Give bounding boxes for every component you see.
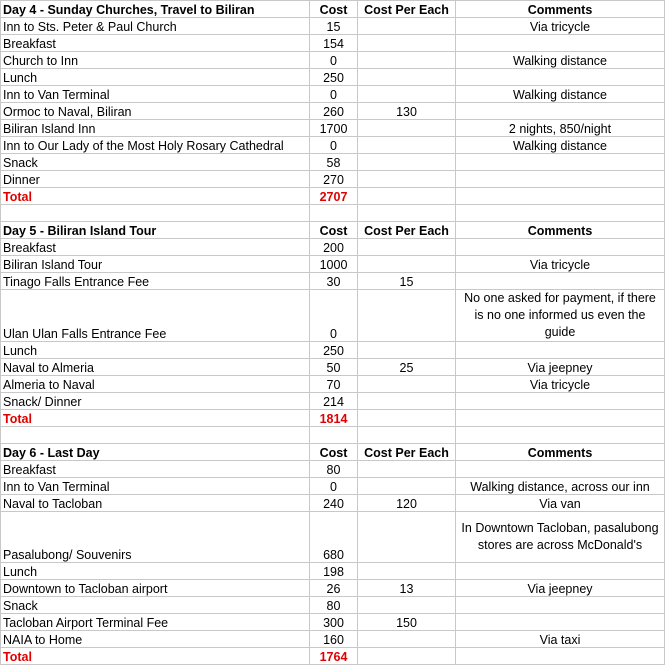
empty-cell[interactable] <box>310 427 358 444</box>
table-row <box>1 563 665 580</box>
comment-cell[interactable] <box>456 69 665 86</box>
comment-cell[interactable] <box>456 154 665 171</box>
cost-per-each-cell[interactable] <box>358 563 456 580</box>
cost-per-each-cell[interactable] <box>358 120 456 137</box>
cost-cell[interactable]: 250 <box>310 342 358 359</box>
comment-cell[interactable]: Via van <box>456 495 665 512</box>
cost-cell[interactable]: 270 <box>310 171 358 188</box>
table-row <box>1 239 665 256</box>
cost-cell[interactable]: 0 <box>310 52 358 69</box>
cost-per-each-cell[interactable] <box>358 461 456 478</box>
table-row <box>1 495 665 512</box>
comment-cell[interactable] <box>456 614 665 631</box>
cost-per-each-cell[interactable] <box>358 137 456 154</box>
empty-cell[interactable] <box>456 205 665 222</box>
table-row <box>1 171 665 188</box>
empty-cell[interactable] <box>358 410 456 427</box>
item-cell[interactable]: Snack/ Dinner <box>1 393 310 410</box>
item-cell[interactable]: Snack <box>1 154 310 171</box>
item-cell[interactable]: Lunch <box>1 69 310 86</box>
table-row <box>1 290 665 342</box>
cost-per-each-cell[interactable]: 120 <box>358 495 456 512</box>
table-row <box>1 103 665 120</box>
comment-cell[interactable] <box>456 563 665 580</box>
table-row <box>1 256 665 273</box>
table-row <box>1 154 665 171</box>
item-cell[interactable]: Downtown to Tacloban airport <box>1 580 310 597</box>
total-cost[interactable]: 1764 <box>310 648 358 665</box>
item-cell[interactable]: Church to Inn <box>1 52 310 69</box>
total-label[interactable]: Total <box>1 188 310 205</box>
comment-cell[interactable]: Walking distance, across our inn <box>456 478 665 495</box>
total-row <box>1 648 665 665</box>
table-row <box>1 461 665 478</box>
item-cell[interactable]: Breakfast <box>1 239 310 256</box>
cost-per-each-cell[interactable] <box>358 631 456 648</box>
table-row <box>1 580 665 597</box>
item-cell[interactable]: Inn to Van Terminal <box>1 478 310 495</box>
empty-cell[interactable] <box>358 205 456 222</box>
blank-row <box>1 427 665 444</box>
item-cell[interactable]: Breakfast <box>1 35 310 52</box>
cost-cell[interactable]: 154 <box>310 35 358 52</box>
cost-per-each-cell[interactable] <box>358 35 456 52</box>
cost-cell[interactable]: 160 <box>310 631 358 648</box>
table-row <box>1 631 665 648</box>
section-title[interactable]: Day 4 - Sunday Churches, Travel to Biliran <box>1 1 310 18</box>
table-row <box>1 35 665 52</box>
item-cell[interactable]: Tinago Falls Entrance Fee <box>1 273 310 290</box>
comment-cell[interactable]: Via jeepney <box>456 580 665 597</box>
item-cell[interactable]: Pasalubong/ Souvenirs <box>1 512 310 563</box>
table-row <box>1 597 665 614</box>
cost-per-each-cell[interactable] <box>358 478 456 495</box>
section-title[interactable]: Day 6 - Last Day <box>1 444 310 461</box>
comment-cell[interactable] <box>456 103 665 120</box>
section-header-row <box>1 444 665 461</box>
table-row <box>1 86 665 103</box>
table-row <box>1 120 665 137</box>
comment-cell[interactable]: No one asked for payment, if there is no one informed us even the guide <box>456 290 665 342</box>
item-cell[interactable]: Ulan Ulan Falls Entrance Fee <box>1 290 310 342</box>
cost-header[interactable]: Cost <box>310 444 358 461</box>
cost-per-each-cell[interactable] <box>358 597 456 614</box>
item-cell[interactable]: Almeria to Naval <box>1 376 310 393</box>
cost-per-each-cell[interactable]: 13 <box>358 580 456 597</box>
empty-cell[interactable] <box>358 188 456 205</box>
section-header-row <box>1 1 665 18</box>
cost-cell[interactable]: 26 <box>310 580 358 597</box>
cost-cell[interactable]: 58 <box>310 154 358 171</box>
comment-cell[interactable]: Walking distance <box>456 137 665 154</box>
comment-cell[interactable] <box>456 239 665 256</box>
cost-cell[interactable]: 30 <box>310 273 358 290</box>
item-cell[interactable]: Breakfast <box>1 461 310 478</box>
spreadsheet-body <box>1 1 665 665</box>
comments-header[interactable]: Comments <box>456 1 665 18</box>
cost-cell[interactable]: 1000 <box>310 256 358 273</box>
cost-cell[interactable]: 15 <box>310 18 358 35</box>
cost-cell[interactable]: 1700 <box>310 120 358 137</box>
empty-cell[interactable] <box>456 410 665 427</box>
table-row <box>1 137 665 154</box>
item-cell[interactable]: Snack <box>1 597 310 614</box>
cost-cell[interactable]: 200 <box>310 239 358 256</box>
comment-cell[interactable]: Via taxi <box>456 631 665 648</box>
cost-per-each-cell[interactable] <box>358 393 456 410</box>
cost-per-each-cell[interactable]: 15 <box>358 273 456 290</box>
table-row <box>1 478 665 495</box>
cost-cell[interactable]: 250 <box>310 69 358 86</box>
comment-cell[interactable]: Walking distance <box>456 52 665 69</box>
empty-cell[interactable] <box>310 205 358 222</box>
total-row <box>1 188 665 205</box>
cost-per-each-header[interactable]: Cost Per Each <box>358 444 456 461</box>
total-cost[interactable]: 1814 <box>310 410 358 427</box>
item-cell[interactable]: Lunch <box>1 563 310 580</box>
item-cell[interactable]: Biliran Island Inn <box>1 120 310 137</box>
cost-per-each-cell[interactable] <box>358 512 456 563</box>
cost-header[interactable]: Cost <box>310 222 358 239</box>
comment-cell[interactable]: Via tricycle <box>456 376 665 393</box>
empty-cell[interactable] <box>1 205 310 222</box>
table-row <box>1 69 665 86</box>
cost-cell[interactable]: 198 <box>310 563 358 580</box>
comment-cell[interactable]: Via jeepney <box>456 359 665 376</box>
cost-per-each-cell[interactable] <box>358 69 456 86</box>
total-row <box>1 410 665 427</box>
cost-per-each-cell[interactable]: 150 <box>358 614 456 631</box>
item-cell[interactable]: Inn to Van Terminal <box>1 86 310 103</box>
item-cell[interactable]: Inn to Our Lady of the Most Holy Rosary Cathedral <box>1 137 310 154</box>
comment-cell[interactable] <box>456 171 665 188</box>
empty-cell[interactable] <box>456 648 665 665</box>
table-row <box>1 52 665 69</box>
cost-header[interactable]: Cost <box>310 1 358 18</box>
cost-per-each-cell[interactable] <box>358 290 456 342</box>
cost-cell[interactable]: 0 <box>310 478 358 495</box>
comment-cell[interactable] <box>456 597 665 614</box>
cost-cell[interactable]: 300 <box>310 614 358 631</box>
table-row <box>1 18 665 35</box>
comment-cell[interactable] <box>456 35 665 52</box>
comment-cell[interactable]: Via tricycle <box>456 256 665 273</box>
table-row <box>1 342 665 359</box>
cost-cell[interactable]: 0 <box>310 137 358 154</box>
cost-per-each-cell[interactable] <box>358 239 456 256</box>
comments-header[interactable]: Comments <box>456 222 665 239</box>
table-row <box>1 614 665 631</box>
total-label[interactable]: Total <box>1 410 310 427</box>
item-cell[interactable]: Biliran Island Tour <box>1 256 310 273</box>
empty-cell[interactable] <box>358 427 456 444</box>
cost-per-each-cell[interactable]: 25 <box>358 359 456 376</box>
comment-cell[interactable] <box>456 273 665 290</box>
cost-per-each-header[interactable]: Cost Per Each <box>358 1 456 18</box>
cost-cell[interactable]: 240 <box>310 495 358 512</box>
comments-header[interactable]: Comments <box>456 444 665 461</box>
comment-cell[interactable]: Walking distance <box>456 86 665 103</box>
comment-cell[interactable]: Via tricycle <box>456 18 665 35</box>
cost-cell[interactable]: 680 <box>310 512 358 563</box>
table-row <box>1 393 665 410</box>
cost-cell[interactable]: 260 <box>310 103 358 120</box>
section-title[interactable]: Day 5 - Biliran Island Tour <box>1 222 310 239</box>
cost-cell[interactable]: 50 <box>310 359 358 376</box>
item-cell[interactable]: Dinner <box>1 171 310 188</box>
cost-cell[interactable]: 80 <box>310 597 358 614</box>
empty-cell[interactable] <box>456 427 665 444</box>
comment-cell[interactable] <box>456 393 665 410</box>
item-cell[interactable]: Lunch <box>1 342 310 359</box>
empty-cell[interactable] <box>1 427 310 444</box>
item-cell[interactable]: Naval to Almeria <box>1 359 310 376</box>
empty-cell[interactable] <box>358 648 456 665</box>
cost-cell[interactable]: 0 <box>310 290 358 342</box>
cost-per-each-cell[interactable] <box>358 154 456 171</box>
empty-cell[interactable] <box>456 188 665 205</box>
comment-cell[interactable]: In Downtown Tacloban, pasalubong stores are across McDonald's <box>456 512 665 563</box>
cost-cell[interactable]: 80 <box>310 461 358 478</box>
item-cell[interactable]: Tacloban Airport Terminal Fee <box>1 614 310 631</box>
comment-cell[interactable]: 2 nights, 850/night <box>456 120 665 137</box>
comment-cell[interactable] <box>456 342 665 359</box>
table-row <box>1 512 665 563</box>
total-cost[interactable]: 2707 <box>310 188 358 205</box>
blank-row <box>1 205 665 222</box>
cost-per-each-cell[interactable] <box>358 342 456 359</box>
item-cell[interactable]: Inn to Sts. Peter & Paul Church <box>1 18 310 35</box>
table-row <box>1 376 665 393</box>
item-cell[interactable]: NAIA to Home <box>1 631 310 648</box>
item-cell[interactable]: Naval to Tacloban <box>1 495 310 512</box>
cost-per-each-cell[interactable] <box>358 52 456 69</box>
cost-per-each-header[interactable]: Cost Per Each <box>358 222 456 239</box>
cost-per-each-cell[interactable] <box>358 256 456 273</box>
table-row <box>1 273 665 290</box>
cost-cell[interactable]: 70 <box>310 376 358 393</box>
total-label[interactable]: Total <box>1 648 310 665</box>
cost-per-each-cell[interactable] <box>358 171 456 188</box>
section-header-row <box>1 222 665 239</box>
cost-per-each-cell[interactable] <box>358 376 456 393</box>
table-row <box>1 359 665 376</box>
cost-cell[interactable]: 0 <box>310 86 358 103</box>
cost-per-each-cell[interactable] <box>358 86 456 103</box>
cost-per-each-cell[interactable] <box>358 18 456 35</box>
cost-per-each-cell[interactable]: 130 <box>358 103 456 120</box>
item-cell[interactable]: Ormoc to Naval, Biliran <box>1 103 310 120</box>
cost-cell[interactable]: 214 <box>310 393 358 410</box>
comment-cell[interactable] <box>456 461 665 478</box>
